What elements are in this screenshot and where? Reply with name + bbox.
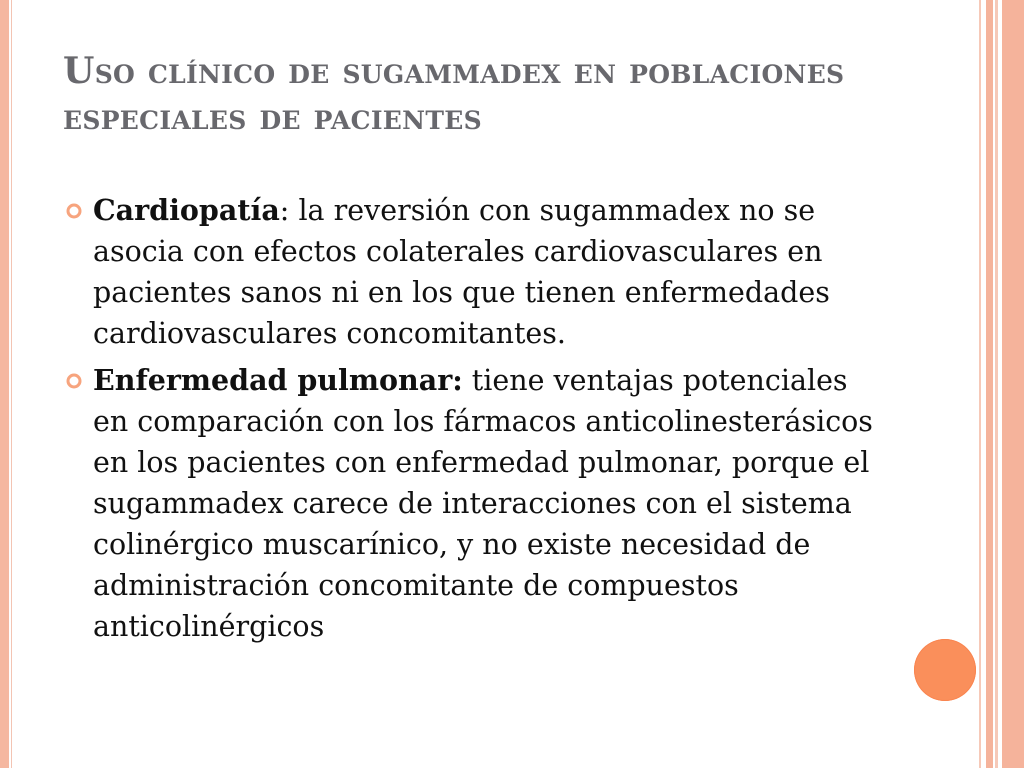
bullet-term: Cardiopatía [93, 193, 280, 227]
bullet-item-cardiopatia [64, 190, 884, 354]
left-decorative-line [11, 0, 12, 768]
bullet-item-enfermedad-pulmonar [64, 360, 884, 647]
bullet-list [64, 190, 884, 653]
orange-circle-decoration [914, 639, 976, 701]
bullet-text: tiene ventajas potenciales en comparación con los fármacos anticolinesterásicos en los pacientes con enfermedad pulmonar, porque el sugammadex carece de interacciones con el sistema colinérgico muscarínico, y no existe necesidad de administración concomitante de compuestos anticolinérgicos [93, 364, 873, 643]
right-decorative-stripe [986, 0, 993, 768]
bullet-text: : la reversión con sugammadex no se asocia con efectos colaterales cardiovasculares en pacientes sanos ni en los que tienen enfermedades cardiovasculares concomitantes. [93, 194, 830, 350]
left-decorative-stripe [0, 0, 9, 768]
right-decorative-stripe [1002, 0, 1024, 768]
slide-title: Uso clínico de sugammadex en poblaciones especiales de pacientes [63, 50, 845, 138]
bullet-term: Enfermedad pulmonar: [93, 363, 463, 397]
right-decorative-stripe [979, 0, 981, 768]
circle-bullet-icon [66, 203, 82, 219]
circle-bullet-icon [66, 373, 82, 389]
right-decorative-stripe [995, 0, 998, 768]
